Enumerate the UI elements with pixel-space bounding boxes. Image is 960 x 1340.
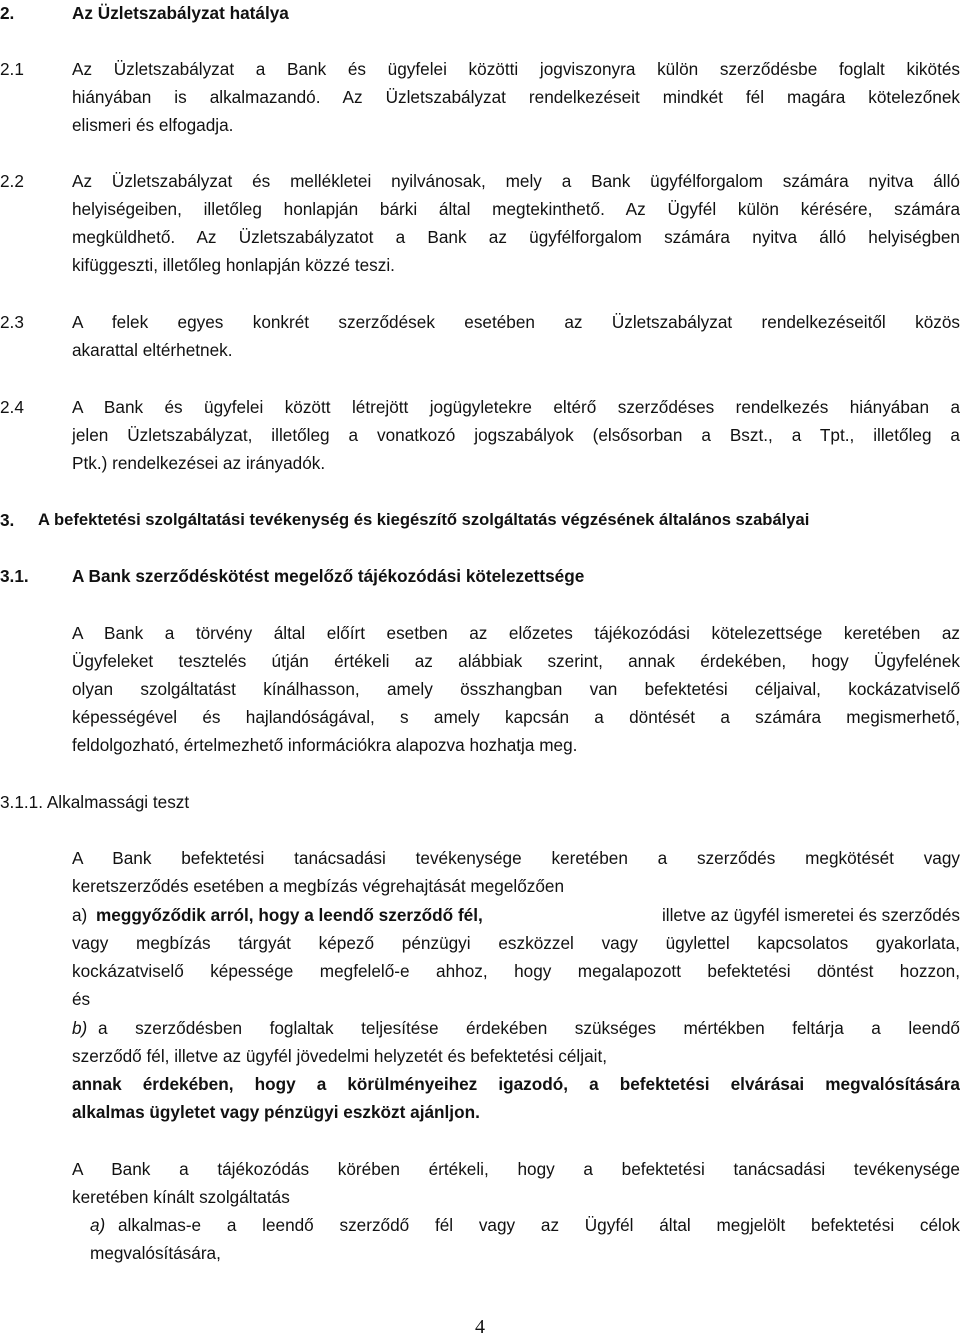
para-2-4-line-3: Ptk.) rendelkezései az irányadók.	[72, 453, 326, 473]
para-2-4-line-1: A Bank és ügyfelei között létrejött jogügyletekre eltérő szerződéses rendelkezés hiányában a	[72, 397, 960, 417]
para-3-1-line-1: A Bank a törvény által előírt esetben az előzetes tájékozódási kötelezettsége keretében az	[72, 623, 960, 643]
para-2-1-line-3: elismeri és elfogadja.	[72, 115, 234, 135]
para-3-1-line-3: olyan szolgáltatást kínálhasson, amely összhangban van befektetési céljaival, kockázatviselő	[72, 679, 960, 699]
para-3-1-line-4: képességével és hajlandóságával, s amely kapcsán a döntését a számára megismerhető,	[72, 707, 960, 727]
purpose-bold-line-2: alkalmas ügyletet vagy pénzügyi eszközt ajánljon.	[72, 1102, 480, 1122]
item-b-line-1: a szerződésben foglaltak teljesítése érdekében szükséges mértékben feltárja a leendő	[98, 1018, 960, 1038]
section-3-1-title: A Bank szerződéskötést megelőző tájékozódási kötelezettsége	[72, 566, 585, 586]
purpose-bold-line-1: annak érdekében, hogy a körülményeihez igazodó, a befektetési elvárásai megvalósítására	[72, 1074, 960, 1094]
para-2-2-line-2: helyiségeiben, illetőleg honlapján bárki által megtekinthető. Az Ügyfél külön kérésére, számára	[72, 199, 960, 219]
section-2-number: 2.	[0, 3, 15, 23]
item-b-marker: b)	[72, 1018, 88, 1038]
para-2-2-line-4: kifüggeszti, illetőleg honlapján közzé teszi.	[72, 255, 395, 275]
para-3-1-1-intro-line-2: keretszerződés esetében a megbízás végrehajtását megelőzően	[72, 876, 565, 896]
para-3-1-1-intro-line-1: A Bank befektetési tanácsadási tevékenysége keretében a szerződés megkötését vagy	[72, 848, 960, 868]
para-2-3-number: 2.3	[0, 312, 24, 332]
subitem-a-marker: a)	[90, 1215, 106, 1235]
section-3-1-number: 3.1.	[0, 566, 29, 586]
item-a-marker: a)	[72, 905, 88, 925]
para-3-1-line-5: feldolgozható, értelmezhető információkra alapozva hozhatja meg.	[72, 735, 578, 755]
para-2-2-line-1: Az Üzletszabályzat és mellékletei nyilvánosak, mely a Bank ügyfélforgalom számára nyitva álló	[72, 171, 960, 191]
para-evaluation-line-1: A Bank a tájékozódás körében értékeli, hogy a befektetési tanácsadási tevékenysége	[72, 1159, 960, 1179]
para-2-1-number: 2.1	[0, 59, 24, 79]
section-2-title: Az Üzletszabályzat hatálya	[72, 3, 289, 23]
para-2-4-number: 2.4	[0, 397, 24, 417]
subitem-a-line-2: megvalósítására,	[90, 1243, 221, 1263]
para-2-2-number: 2.2	[0, 171, 24, 191]
para-3-1-line-2: Ügyfeleket tesztelés útján értékeli az alábbiak szerint, annak érdekében, hogy Ügyfelének	[72, 651, 960, 671]
page-number: 4	[475, 1316, 485, 1338]
section-3-1-1-title: 3.1.1. Alkalmassági teszt	[0, 792, 190, 812]
section-3-number: 3.	[0, 510, 15, 530]
para-2-4-line-2: jelen Üzletszabályzat, illetőleg a vonatkozó jogszabályok (elsősorban a Bszt., a Tpt., illetőleg a	[72, 425, 960, 445]
item-a-bold-text: meggyőződik arról, hogy a leendő szerződő fél,	[96, 905, 483, 925]
item-b-line-2: szerződő fél, illetve az ügyfél jövedelmi helyzetét és befektetési céljait,	[72, 1046, 607, 1066]
section-3-title: A befektetési szolgáltatási tevékenység és kiegészítő szolgáltatás végzésének általános szabályai	[38, 510, 810, 529]
subitem-a-line-1: alkalmas-e a leendő szerződő fél vagy az Ügyfél által megjelölt befektetési célok	[118, 1215, 960, 1235]
para-2-1-line-2: hiányában is alkalmazandó. Az Üzletszabályzat rendelkezéseit mindkét fél magára kötelezőnek	[72, 87, 960, 107]
para-2-3-line-1: A felek egyes konkrét szerződések esetében az Üzletszabályzat rendelkezéseitől közös	[72, 312, 960, 332]
item-a-line-3: kockázatviselő képessége megfelelő-e ahhoz, hogy megalapozott befektetési döntést hozzon,	[72, 961, 960, 981]
para-2-3-line-2: akarattal eltérhetnek.	[72, 340, 233, 360]
item-a-line-2: vagy megbízás tárgyát képező pénzügyi eszközzel vagy ügylettel kapcsolatos gyakorlata,	[72, 933, 960, 953]
item-a-rest-text: illetve az ügyfél ismeretei és szerződés	[661, 905, 960, 925]
item-a-line-4: és	[72, 989, 91, 1009]
para-2-2-line-3: megküldhető. Az Üzletszabályzatot a Bank az ügyfélforgalom számára nyitva álló helyiségben	[72, 227, 960, 247]
para-2-1-line-1: Az Üzletszabályzat a Bank és ügyfelei közötti jogviszonyra külön szerződésbe foglalt kikötés	[72, 59, 960, 79]
para-evaluation-line-2: keretében kínált szolgáltatás	[72, 1187, 290, 1207]
